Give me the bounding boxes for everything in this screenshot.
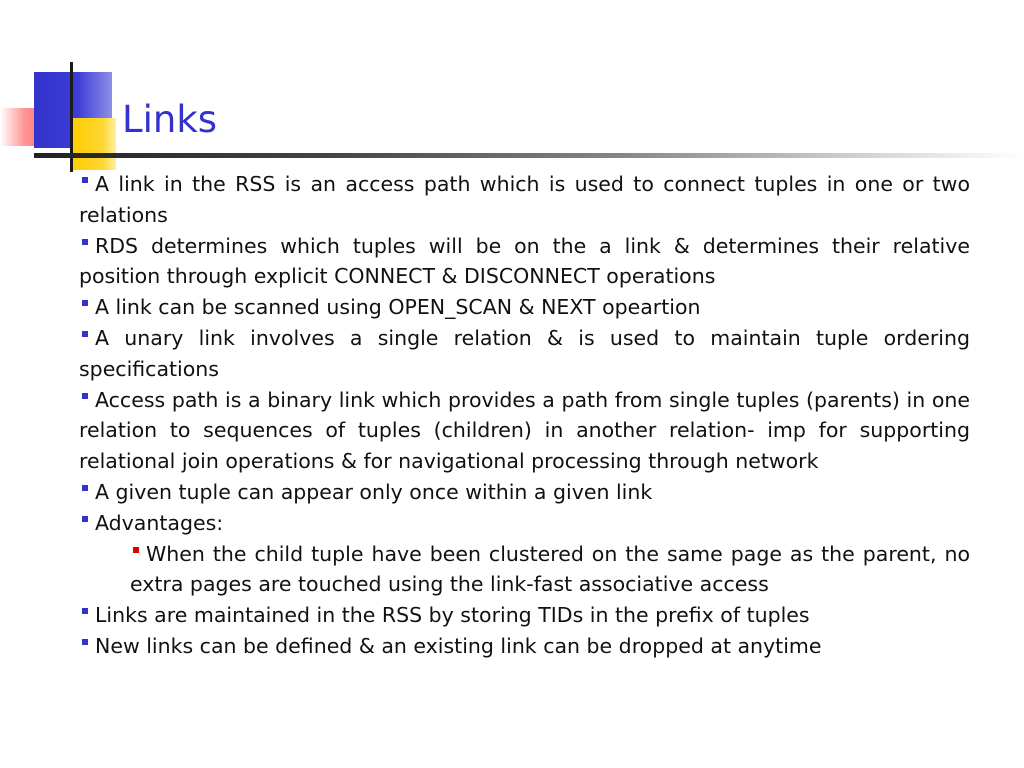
bullet-text: New links can be defined & an existing link can be dropped at anytime [95, 633, 822, 658]
bullet-icon [82, 639, 88, 645]
bullet-icon [82, 516, 88, 522]
bullet-text: Links are maintained in the RSS by storing TIDs in the prefix of tuples [95, 603, 810, 628]
bullet-text: RDS determines which tuples will be on the a link & determines their relative position through explicit CONNECT & DISCONNECT operations [79, 233, 970, 289]
bullet-point [79, 477, 970, 508]
bullet-point [79, 292, 970, 323]
bullet-text: A given tuple can appear only once within a given link [95, 479, 653, 504]
bullet-icon [82, 177, 88, 183]
bullet-point [79, 508, 970, 539]
bullet-text: A link can be scanned using OPEN_SCAN & NEXT opeartion [95, 295, 701, 320]
bullet-icon [82, 485, 88, 491]
bullet-icon [82, 239, 88, 245]
bullet-text: Advantages: [95, 510, 224, 535]
bullet-point [79, 631, 970, 662]
bullet-point [79, 323, 970, 385]
bullet-icon [82, 608, 88, 614]
bullet-icon [82, 300, 88, 306]
slide-title: Links [122, 98, 218, 141]
bullet-text: A unary link involves a single relation & is used to maintain tuple ordering specifications [79, 325, 970, 381]
sub-bullet-point [79, 539, 970, 601]
bullet-text: Access path is a binary link which provides a path from single tuples (parents) in one relation to sequences of tuples (children) in another relation- imp for supporting relational join operations & for navigational processing through network [79, 387, 970, 474]
bullet-point [79, 169, 970, 231]
bullet-text: A link in the RSS is an access path which is used to connect tuples in one or two relations [79, 172, 970, 227]
sub-bullet-icon [133, 547, 139, 553]
title-underline [34, 153, 1024, 158]
bullet-point [79, 231, 970, 293]
bullet-icon [82, 331, 88, 337]
decorative-yellow-square [72, 118, 116, 170]
bullet-point [79, 385, 970, 477]
slide-body [79, 169, 970, 662]
bullet-text: When the child tuple have been clustered on the same page as the parent, no extra pages are touched using the link-fast associative access [130, 541, 970, 597]
bullet-point [79, 600, 970, 631]
bullet-icon [82, 393, 88, 399]
